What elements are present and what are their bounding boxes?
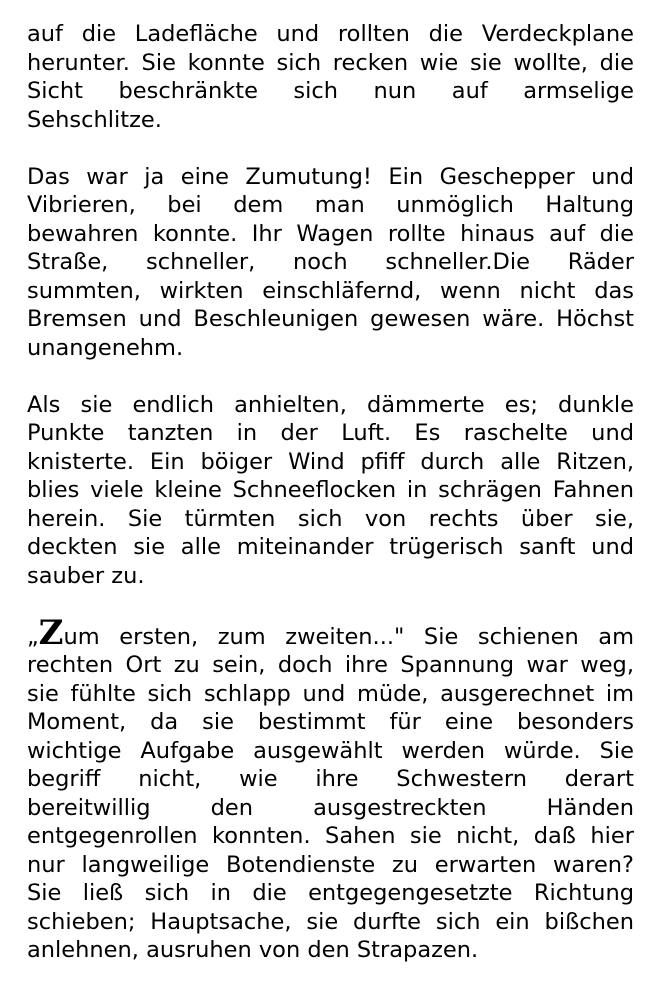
text-line: Straße, schneller, noch schneller.Die Räder (27, 249, 634, 275)
text-line: Sie ließ sich in die entgegengesetzte Richtung (27, 880, 634, 906)
text-line: blies viele kleine Schneeflocken in schrägen Fahnen (27, 477, 634, 503)
text-line: bewahren konnte. Ihr Wagen rollte hinaus auf die (27, 220, 634, 247)
text-line: sie fühlte sich schlapp und müde, ausgerechnet im (27, 680, 634, 707)
text-line: herunter. Sie konnte sich recken wie sie wollte, die (27, 49, 634, 76)
paragraph-4 (27, 612, 634, 965)
drop-cap: Z (38, 612, 64, 653)
text-line: Sehschlitze. (27, 106, 162, 133)
paragraph-3 (27, 391, 634, 591)
text-line: summten, wirkten einschläfernd, wenn nicht das (27, 277, 634, 304)
text-line: schieben; Hauptsache, sie durfte sich ein bißchen (27, 908, 634, 935)
document-page (27, 20, 634, 965)
text-line: Sicht beschränkte sich nun auf armselige (27, 78, 634, 104)
text-line: herein. Sie türmten sich von rechts über sie, (27, 505, 634, 532)
text-line-first (27, 612, 634, 653)
text-line: entgegenrollen konnten. Sahen sie nicht, daß hier (27, 823, 634, 849)
text-line: bereitwillig den ausgestreckten Händen (27, 794, 634, 821)
text-line: knisterte. Ein böiger Wind pfiff durch alle Ritzen, (27, 448, 634, 475)
text-line: sauber zu. (27, 562, 145, 589)
text-line: rechten Ort zu sein, doch ihre Spannung war weg, (27, 652, 634, 678)
text-line: begriff nicht, wie ihre Schwestern derart (27, 766, 634, 792)
text-line: nur langweilige Botendienste zu erwarten waren? (27, 851, 634, 878)
text-line: Als sie endlich anhielten, dämmerte es; dunkle (27, 391, 634, 418)
text-line: wichtige Aufgabe ausgewählt werden würde. Sie (27, 737, 634, 764)
text-line: Vibrieren, bei dem man unmöglich Haltung (27, 192, 634, 218)
opening-quote: „ (27, 623, 39, 650)
text-line: auf die Ladefläche und rollten die Verdeckplane (27, 21, 634, 47)
text-line: unangenehm. (27, 334, 184, 361)
first-line-rest: um ersten, zum zweiten..." Sie schienen am (63, 623, 634, 650)
text-line: anlehnen, ausruhen von den Strapazen. (27, 937, 479, 963)
paragraph-1 (27, 20, 634, 134)
paragraph-2 (27, 163, 634, 363)
text-line: deckten sie alle miteinander trügerisch sanft und (27, 534, 634, 560)
text-line: Punkte tanzten in der Luft. Es raschelte und (27, 420, 634, 446)
text-line: Moment, da sie bestimmt für eine besonders (27, 709, 634, 735)
text-line: Das war ja eine Zumutung! Ein Geschepper und (27, 163, 634, 190)
text-line: Bremsen und Beschleunigen gewesen wäre. Höchst (27, 306, 634, 332)
